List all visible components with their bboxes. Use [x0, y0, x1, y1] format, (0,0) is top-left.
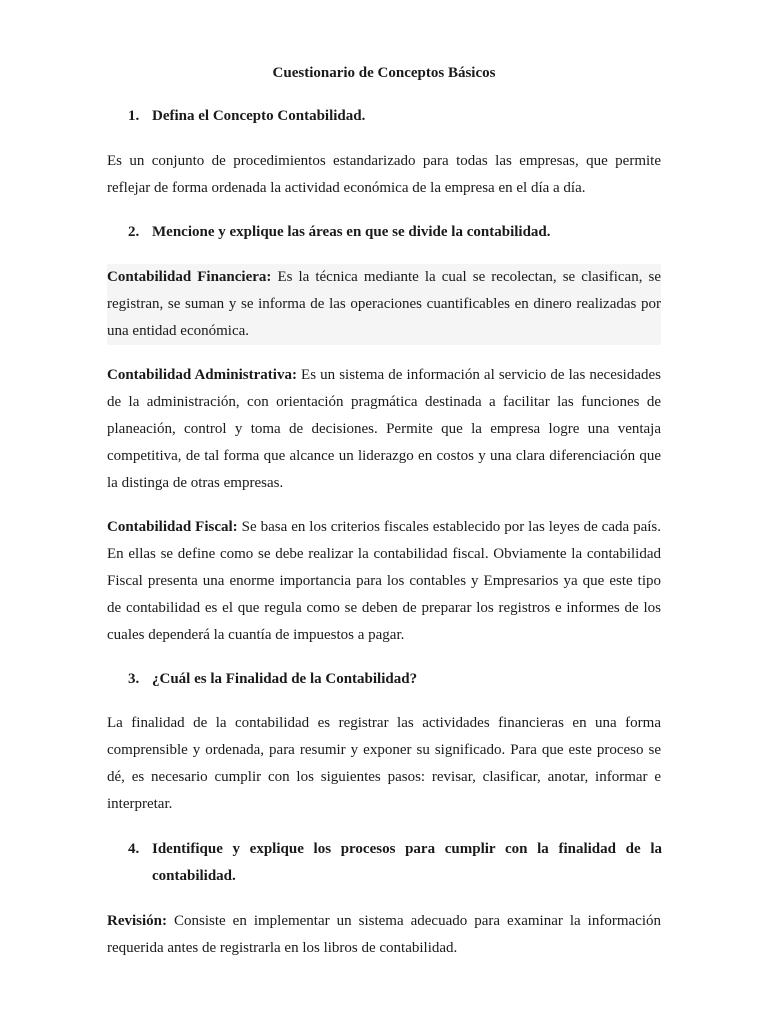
paragraph-contabilidad-administrativa: [107, 362, 661, 497]
answer-1: Es un conjunto de procedimientos estandarizado para todas las empresas, que permite reflejar de forma ordenada la actividad económica de la empresa en el día a día.: [107, 153, 661, 196]
term-contabilidad-administrativa: Contabilidad Administrativa:: [107, 367, 297, 383]
question-text: ¿Cuál es la Finalidad de la Contabilidad?: [152, 671, 418, 687]
term-revision: Revisión:: [107, 913, 167, 929]
definition-text: Consiste en implementar un sistema adecuado para examinar la información requerida antes de registrarla en los libros de contabilidad.: [107, 913, 661, 956]
paragraph-contabilidad-fiscal: [107, 514, 661, 649]
question-number: 3.: [128, 671, 140, 687]
definition-text: Es un sistema de información al servicio de las necesidades de la administración, con orientación pragmática destinada a facilitar las funciones de planeación, control y toma de decisiones. Permite que la empresa logre una ventaja competitiva, de tal forma que alcance un liderazgo en costos y una clara diferenciación que la distinga de otras empresas.: [107, 367, 662, 491]
question-number: 2.: [128, 224, 140, 240]
term-contabilidad-financiera: Contabilidad Financiera:: [107, 269, 272, 285]
question-2: [128, 219, 662, 246]
term-contabilidad-fiscal: Contabilidad Fiscal:: [107, 519, 238, 535]
question-number: 4.: [128, 841, 140, 857]
document-title: Cuestionario de Conceptos Básicos: [272, 65, 496, 81]
paragraph-contabilidad-financiera: [107, 264, 661, 345]
question-1: [128, 103, 662, 130]
answer-3: La finalidad de la contabilidad es registrar las actividades financieras en una forma comprensible y ordenada, para resumir y exponer su significado. Para que este proceso se dé, es necesario cumplir con los siguientes pasos: revisar, clasificar, anotar, informar e interpretar.: [107, 715, 661, 812]
question-4: [128, 836, 662, 890]
question-text: Mencione y explique las áreas en que se divide la contabilidad.: [152, 224, 551, 240]
question-number: 1.: [128, 108, 140, 124]
question-text: Defina el Concepto Contabilidad.: [152, 108, 366, 124]
definition-text: Se basa en los criterios fiscales establecido por las leyes de cada país. En ellas se define como se debe realizar la contabilidad fiscal. Obviamente la contabilidad Fiscal presenta una enorme importancia para los contables y Empresarios ya que este tipo de contabilidad es el que regula como se deben de preparar los registros e informes de los cuales dependerá la cuantía de impuestos a pagar.: [107, 519, 662, 643]
question-text: Identifique y explique los procesos para cumplir con la finalidad de la contabilidad.: [152, 841, 662, 884]
definition-text: Es la técnica mediante la cual se recolectan, se clasifican, se registran, se suman y se informa de las operaciones cuantificables en dinero realizadas por una entidad económica.: [107, 269, 661, 339]
paragraph-revision: [107, 908, 661, 962]
question-3: [128, 666, 662, 693]
